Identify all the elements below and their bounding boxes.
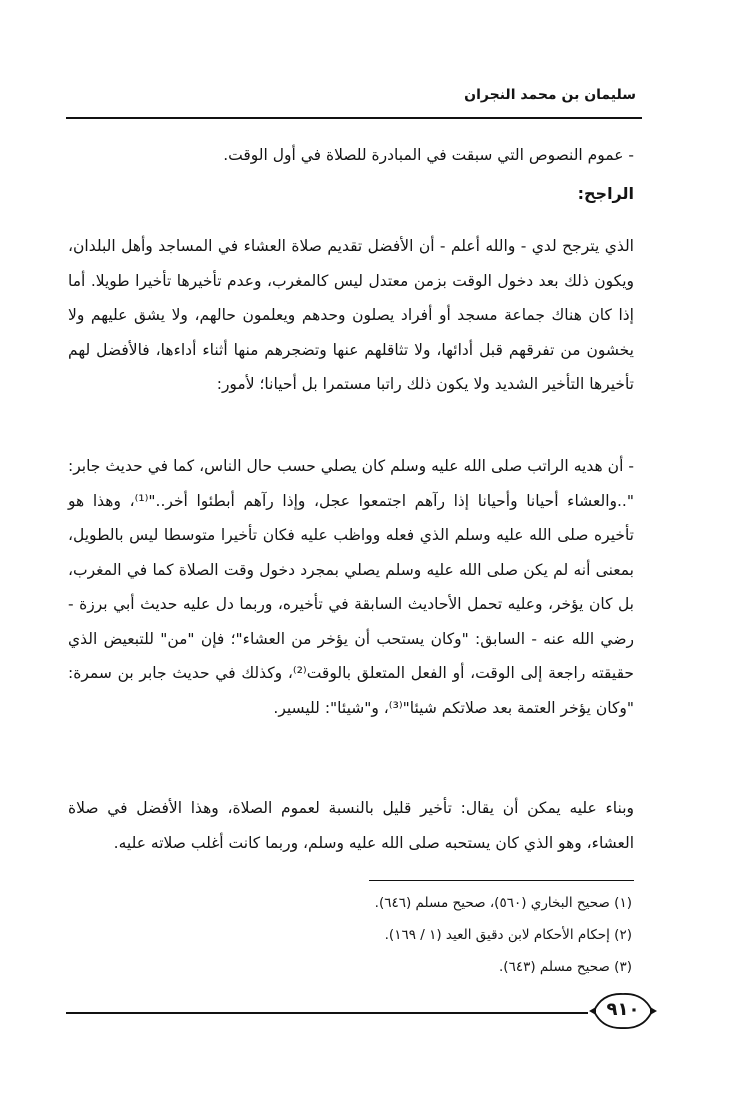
page-number-ornament bbox=[588, 990, 658, 1032]
paragraph-3: وبناء عليه يمكن أن يقال: تأخير قليل بالنسبة لعموم الصلاة، وهذا الأفضل في صلاة العشاء، وهو الذي كان يستحبه صلى الله عليه وسلم، وربما كانت أغلب صلاته عليه. bbox=[68, 799, 634, 852]
footnote-1: (١) صحيح البخاري (٥٦٠)، صحيح مسلم (٦٤٦). bbox=[374, 895, 632, 911]
section-heading: الراجح: bbox=[577, 184, 634, 203]
footer-rule bbox=[66, 1012, 642, 1014]
paragraph-1: الذي يترجح لدي - والله أعلم - أن الأفضل تقديم صلاة العشاء في المساجد وأهل البلدان، ويكون ذلك بعد دخول الوقت بزمن معتدل ليس كالمغرب، وعدم تأخيرها تأخيرا طويلا. أما إذا كان هناك جماعة مسجد أو أفراد يصلون وحدهم ويعلمون حالهم، ولا يشق عليهم ولا يخشون من تفرقهم قبل أدائها، ولا تثاقلهم عنها وتضجرهم منها أثناء أداءها، فالأفضل لهم تأخيرها التأخير الشديد ولا يكون ذلك راتبا مستمرا بل أحيانا؛ لأمور: bbox=[68, 237, 634, 393]
footnotes bbox=[375, 887, 632, 983]
footnote-2: (٢) إحكام الأحكام لابن دقيق العيد (١ / ١٦٩). bbox=[384, 927, 632, 943]
page-number: ٩١٠ bbox=[606, 999, 640, 1020]
footnote-separator bbox=[369, 880, 634, 881]
paragraph-2: - أن هديه الراتب صلى الله عليه وسلم كان يصلي حسب حال الناس، كما في حديث جابر: "..والعشاء أحيانا وأحيانا إذا رآهم اجتمعوا عجل، وإذا رآهم أبطئوا أخر.."⁽¹⁾، وهذا هو تأخيره صلى الله عليه وسلم الذي فعله وواظب عليه فكان تأخيرا متوسطا ليس بالطويل، بمعنى أنه لم يكن صلى الله عليه وسلم يصلي بمجرد دخول وقت الصلاة كما في المغرب، بل كان يؤخر، وعليه تحمل الأحاديث السابقة في تأخيره، وربما دل عليه حديث أبي برزة - رضي الله عنه - السابق: "وكان يستحب أن يؤخر من العشاء"؛ فإن "من" للتبعيض الذي حقيقته راجعة إلى الوقت، أو الفعل المتعلق بالوقت⁽²⁾، وكذلك في حديث جابر بن سمرة: "وكان يؤخر العتمة بعد صلاتكم شيئا"⁽³⁾، و"شيئا": لليسير. bbox=[68, 457, 634, 717]
header-rule bbox=[66, 117, 642, 119]
intro-bullet: - عموم النصوص التي سبقت في المبادرة للصلاة في أول الوقت. bbox=[223, 146, 634, 164]
running-header-author: سليمان بن محمد النجران bbox=[464, 87, 636, 103]
footnote-3: (٣) صحيح مسلم (٦٤٣). bbox=[499, 959, 632, 975]
